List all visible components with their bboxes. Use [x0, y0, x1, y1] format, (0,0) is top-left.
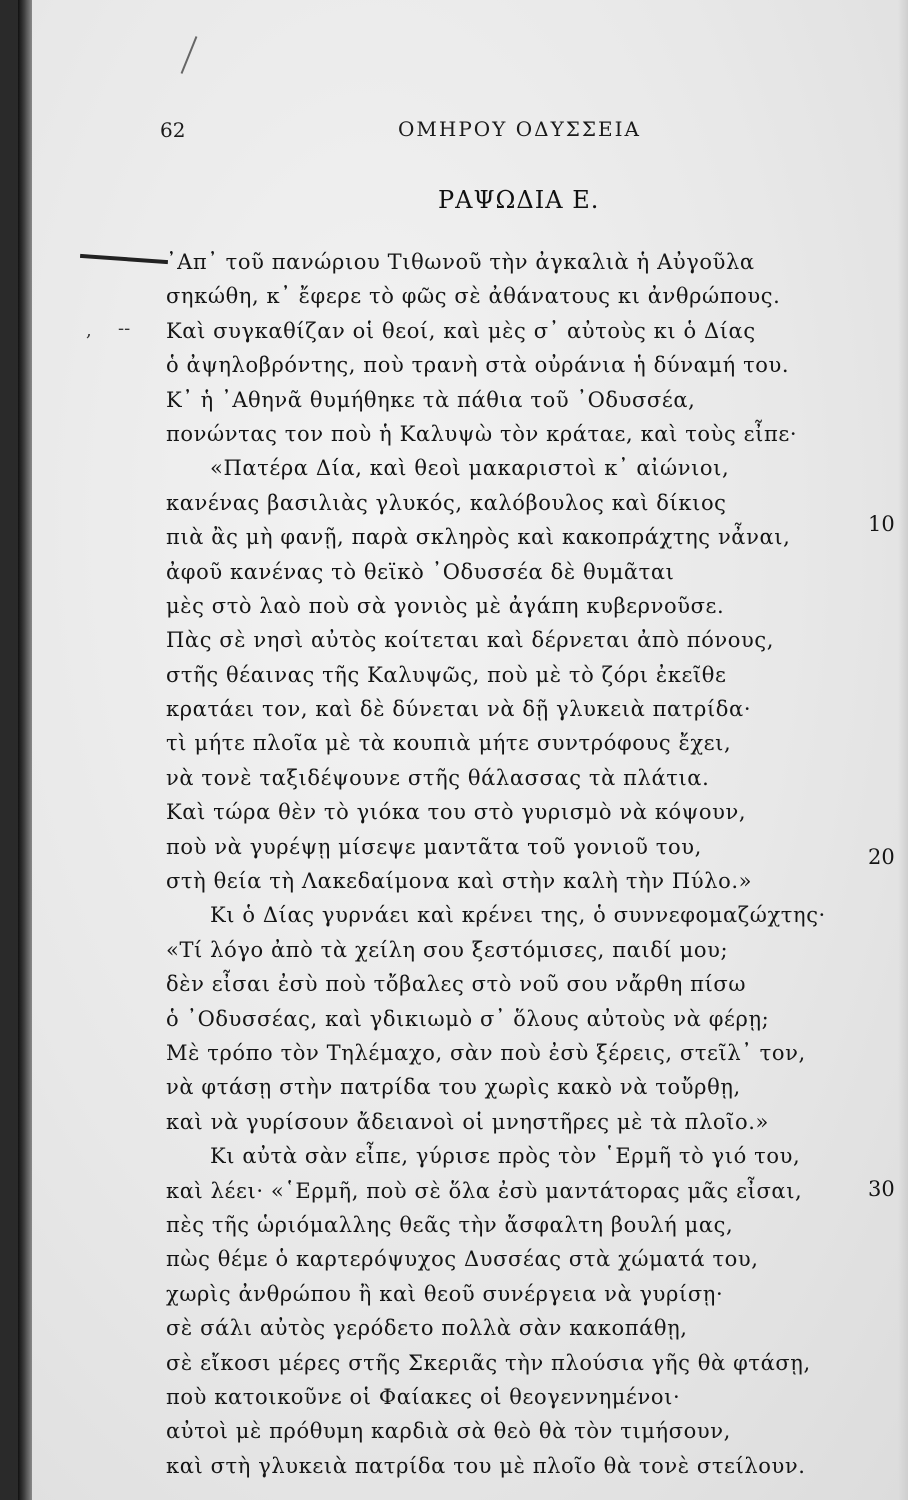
running-head: ΟΜΗΡΟΥ ΟΔΥΣΣΕΙΑ — [398, 117, 641, 141]
verse-line: ὁ ᾿Οδυσσέας, καὶ γδικιωμὸ σ᾿ ὅλους αὐτοὺς νὰ φέρῃ; — [166, 1006, 770, 1031]
margin-arrow-mark — [80, 254, 168, 264]
verse-line: πὲς τῆς ὡριόμαλλης θεᾶς τὴν ἄσφαλτη βουλή μας, — [166, 1212, 734, 1237]
margin-comma-mark: , — [86, 320, 92, 341]
verse-line: σὲ εἴκοσι μέρες στῆς Σκεριᾶς τὴν πλούσια γῆς θὰ φτάσῃ, — [166, 1350, 811, 1375]
verse-text — [166, 245, 866, 1483]
verse-line: νὰ τονὲ ταξιδέψουνε στῆς θάλασσας τὰ πλάτια. — [166, 765, 710, 790]
verse-line: πονώντας τον ποὺ ἡ Καλυψὼ τὸν κράταε, καὶ τοὺς εἶπε· — [166, 421, 798, 446]
verse-line: ἀφοῦ κανένας τὸ θεϊκὸ ᾿Οδυσσέα δὲ θυμᾶται — [166, 559, 675, 584]
verse-line: χωρὶς ἀνθρώπου ἢ καὶ θεοῦ συνέργεια νὰ γυρίσῃ· — [166, 1281, 724, 1306]
verse-line: Κ᾿ ἡ ᾿Αθηνᾶ θυμήθηκε τὰ πάθια τοῦ ᾿Οδυσσέα, — [166, 387, 696, 412]
page-number: 62 — [160, 118, 186, 142]
verse-line: τὶ μήτε πλοῖα μὲ τὰ κουπιὰ μήτε συντρόφους ἔχει, — [166, 731, 732, 756]
verse-line: μὲς στὸ λαὸ ποὺ σὰ γονιὸς μὲ ἀγάπη κυβερνοῦσε. — [166, 593, 725, 618]
pencil-mark — [181, 36, 198, 74]
verse-line: Καὶ συγκαθίζαν οἱ θεοί, καὶ μὲς σ᾿ αὐτοὺς κι ὁ Δίας — [166, 318, 756, 343]
line-number-30: 30 — [868, 1177, 895, 1201]
verse-line: «Τί λόγο ἀπὸ τὰ χείλη σου ξεστόμισες, παιδί μου; — [166, 937, 729, 962]
verse-line: Κι ὁ Δίας γυρνάει καὶ κρένει της, ὁ συννεφομαζώχτης· — [210, 903, 826, 928]
verse-line: στὴ θεία τὴ Λακεδαίμονα καὶ στὴν καλὴ τὴν Πύλο.» — [166, 869, 753, 894]
verse-line: καὶ στὴ γλυκειὰ πατρίδα του μὲ πλοῖο θὰ τονὲ στείλουν. — [166, 1453, 806, 1478]
section-title: ΡΑΨΩΔΙΑ Ε. — [438, 186, 600, 214]
verse-line: στῆς θέαινας τῆς Καλυψῶς, ποὺ μὲ τὸ ζόρι ἐκεῖθε — [166, 662, 727, 687]
verse-line: Καὶ τώρα θὲν τὸ γιόκα του στὸ γυρισμὸ νὰ κόψουν, — [166, 800, 747, 825]
page-binding-shadow — [18, 0, 32, 1500]
verse-line: ποὺ κατοικοῦνε οἱ Φαίακες οἱ θεογεννημένοι· — [166, 1384, 681, 1409]
verse-line: Μὲ τρόπο τὸν Τηλέμαχο, σὰν ποὺ ἐσὺ ξέρεις, στεῖλ᾿ τον, — [166, 1040, 806, 1065]
verse-line: καὶ λέει· «῾Ερμῆ, ποὺ σὲ ὅλα ἐσὺ μαντάτορας μᾶς εἶσαι, — [166, 1178, 803, 1203]
verse-line: ποὺ νὰ γυρέψῃ μίσεψε μαντᾶτα τοῦ γονιοῦ του, — [166, 834, 702, 859]
verse-line: νὰ φτάσῃ στὴν πατρίδα του χωρὶς κακὸ νὰ τοὔρθῃ, — [166, 1075, 741, 1100]
verse-line: ὁ ἀψηλοβρόντης, ποὺ τρανὴ στὰ οὐράνια ἡ δύναμή του. — [166, 353, 790, 378]
verse-line: αὐτοὶ μὲ πρόθυμη καρδιὰ σὰ θεὸ θὰ τὸν τιμήσουν, — [166, 1419, 731, 1444]
verse-line: κανένας βασιλιὰς γλυκός, καλόβουλος καὶ δίκιος — [166, 490, 727, 515]
verse-line: δὲν εἶσαι ἐσὺ ποὺ τὄβαλες στὸ νοῦ σου νἄρθη πίσω — [166, 972, 747, 997]
line-number-20: 20 — [868, 845, 895, 869]
verse-line: σὲ σάλι αὐτὸς γερόδετο πολλὰ σὰν κακοπάθῃ, — [166, 1316, 688, 1341]
page-edge — [898, 0, 908, 1500]
verse-line: καὶ νὰ γυρίσουν ἄδειανοὶ οἱ μνηστῆρες μὲ τὰ πλοῖο.» — [166, 1109, 769, 1134]
margin-dash-mark: -- — [118, 318, 131, 339]
verse-line: κρατάει τον, καὶ δὲ δύνεται νὰ δῇ γλυκειὰ πατρίδα· — [166, 697, 752, 722]
book-page — [18, 0, 908, 1500]
verse-line: πιὰ ἂς μὴ φανῇ, παρὰ σκληρὸς καὶ κακοπράχτης νἆναι, — [166, 525, 791, 550]
verse-line: ᾿Απ᾿ τοῦ πανώριου Τιθωνοῦ τὴν ἀγκαλιὰ ἡ Αὐγοῦλα — [166, 250, 755, 274]
verse-line: σηκώθη, κ᾿ ἔφερε τὸ φῶς σὲ ἀθάνατους κι ἀνθρώπους. — [166, 284, 781, 309]
line-number-10: 10 — [868, 512, 895, 536]
verse-line: «Πατέρα Δία, καὶ θεοὶ μακαριστοὶ κ᾿ αἰώνιοι, — [210, 456, 730, 481]
verse-line: Κι αὐτὰ σὰν εἶπε, γύρισε πρὸς τὸν ῾Ερμῆ τὸ γιό του, — [210, 1144, 801, 1169]
verse-line: Πὰς σὲ νησὶ αὐτὸς κοίτεται καὶ δέρνεται ἀπὸ πόνους, — [166, 628, 775, 653]
verse-line: πὼς θέμε ὁ καρτερόψυχος Δυσσέας στὰ χώματά του, — [166, 1247, 759, 1272]
